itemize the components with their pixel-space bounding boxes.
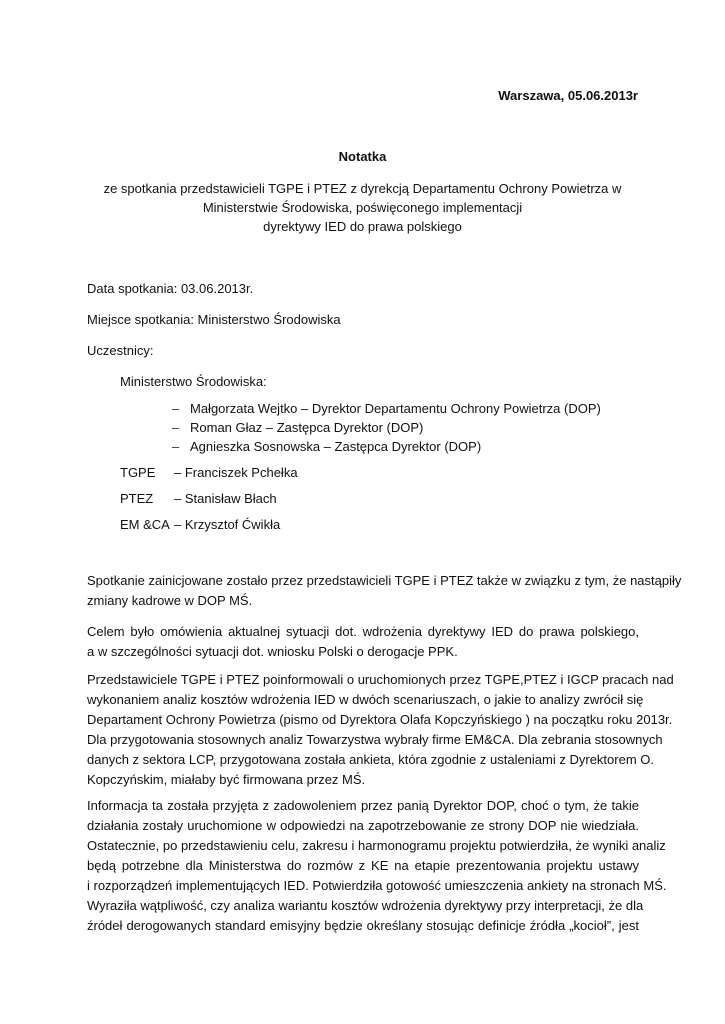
org-name: TGPE: [120, 465, 156, 480]
ministry-label: Ministerstwo Środowiska:: [120, 374, 267, 389]
org-person: – Krzysztof Ćwikła: [174, 517, 281, 532]
ministry-member: Małgorzata Wejtko – Dyrektor Departamentu Ochrony Powietrza (DOP): [190, 401, 601, 416]
subtitle-line: ze spotkania przedstawicieli TGPE i PTEZ z dyrekcją Departamentu Ochrony Powietrza w: [103, 181, 622, 196]
org-name: EM &CA: [120, 517, 170, 532]
place-date: Warszawa, 05.06.2013r: [498, 88, 638, 103]
paragraph-line: a w szczególności sytuacji dot. wniosku Polski o derogacje PPK.: [87, 644, 458, 659]
subtitle-line: Ministerstwie Środowiska, poświęconego implementacji: [202, 200, 523, 215]
paragraph-line: będą potrzebne dla Ministerstwa do rozmów z KE na etapie prezentowania projektu ustawy: [87, 858, 639, 873]
meeting-place: Miejsce spotkania: Ministerstwo Środowiska: [87, 312, 341, 327]
subtitle-line: dyrektywy IED do prawa polskiego: [263, 219, 462, 234]
paragraph-line: i rozporządzeń implementujących IED. Potwierdziła gotowość umieszczenia ankiety na stronach MŚ.: [87, 878, 667, 893]
paragraph-line: zmiany kadrowe w DOP MŚ.: [87, 593, 253, 608]
paragraph-line: Wyraziła wątpliwość, czy analiza wariantu kosztów wdrożenia dyrektywy przy interpretacji, że dla: [87, 898, 644, 913]
paragraph-line: Przedstawiciele TGPE i PTEZ poinformowali o uruchomionych przez TGPE,PTEZ i IGCP pracach nad: [87, 672, 674, 687]
paragraph-line: działania zostały uruchomione w odpowiedzi na zapotrzebowanie ze strony DOP nie wiedziała.: [87, 818, 639, 833]
paragraph: [87, 622, 639, 662]
paragraph-line: źródeł derogowanych standard emisyjny będzie określany stosując definicje źródła „kocioł”, jest: [87, 918, 639, 933]
participants-label: Uczestnicy:: [87, 343, 154, 358]
paragraph-line: Kopczyńskim, miałaby być firmowana przez MŚ.: [87, 772, 366, 787]
document-title: Notatka: [338, 149, 387, 164]
ministry-member: Roman Głaz – Zastępca Dyrektor (DOP): [190, 420, 424, 435]
paragraph-line: Dla przygotowania stosownych analiz Towarzystwa wybrały firme EM&CA. Dla zebrania stosownych: [87, 732, 663, 747]
paragraph-line: danych z sektora LCP, przygotowana została ankieta, która zgodnie z ustaleniami z Dyrektorem O.: [87, 752, 654, 767]
org-person: – Stanisław Błach: [174, 491, 277, 506]
paragraph-line: Departament Ochrony Powietrza (pismo od Dyrektora Olafa Kopczyńskiego ) na początku roku 2013r.: [87, 712, 673, 727]
dash-bullet: –: [172, 420, 180, 435]
dash-bullet: –: [172, 401, 180, 416]
paragraph: [87, 571, 682, 611]
paragraph-line: Ostatecznie, po przedstawieniu celu, zakresu i harmonogramu projektu potwierdziła, że wyniki analiz: [87, 838, 666, 853]
paragraph: [87, 670, 674, 790]
ministry-member: Agnieszka Sosnowska – Zastępca Dyrektor (DOP): [190, 439, 482, 454]
paragraph: [87, 796, 667, 936]
paragraph-line: wykonaniem analiz kosztów wdrożenia IED w dwóch scenariuszach, o jakie to analizy zwrócił się: [87, 692, 644, 707]
meeting-date: Data spotkania: 03.06.2013r.: [87, 281, 254, 296]
org-person: – Franciszek Pchełka: [174, 465, 298, 480]
dash-bullet: –: [172, 439, 180, 454]
paragraph-line: Informacja ta została przyjęta z zadowoleniem przez panią Dyrektor DOP, choć o tym, że takie: [87, 798, 639, 813]
paragraph-line: Celem było omówienia aktualnej sytuacji dot. wdrożenia dyrektywy IED do prawa polskiego,: [87, 624, 639, 639]
org-name: PTEZ: [120, 491, 154, 506]
paragraph-line: Spotkanie zainicjowane zostało przez przedstawicieli TGPE i PTEZ także w związku z tym, że nastąpiły: [87, 573, 682, 588]
